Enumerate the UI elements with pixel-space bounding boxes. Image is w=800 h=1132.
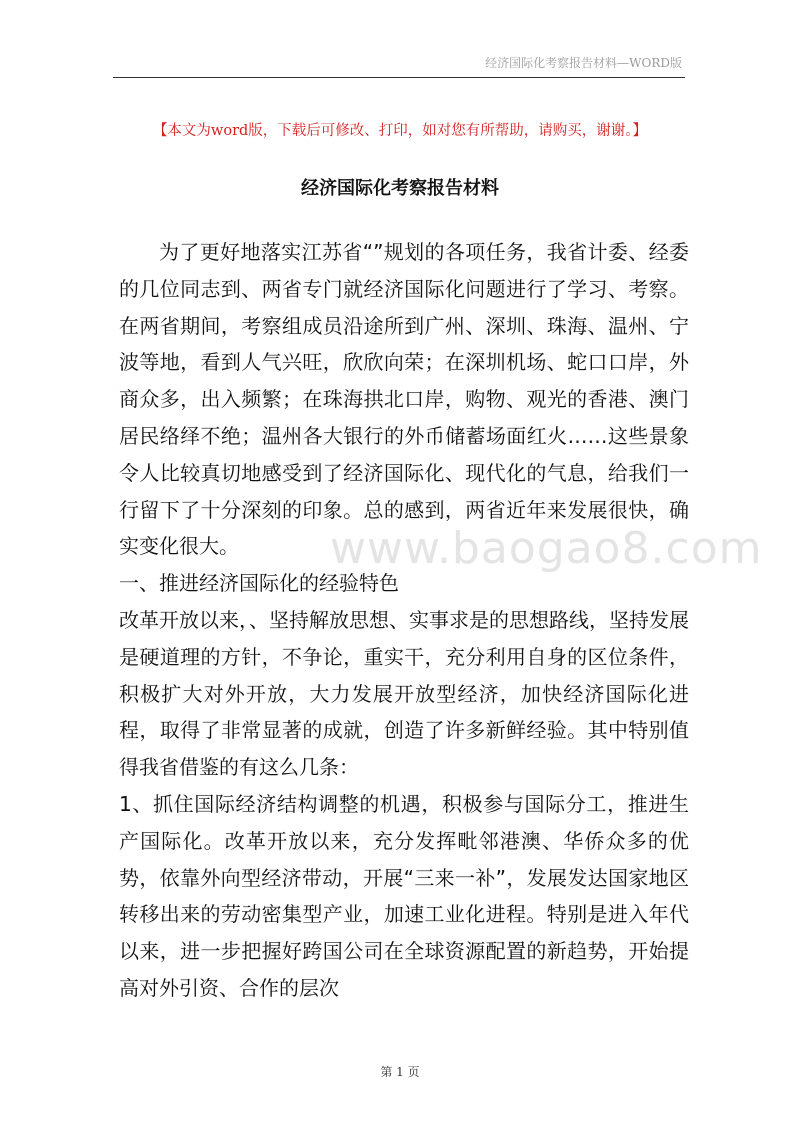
watermark: www.baogao8.com [330, 523, 763, 574]
intro-paragraph: 为了更好地落实江苏省“”规划的各项任务，我省计委、经委的几位同志到、两省专门就经济国际化问题进行了学习、考察。在两省期间，考察组成员沿途所到广州、深圳、珠海、温州、宁波等地，看到人气兴旺，欣欣向荣；在深圳机场、蛇口口岸，外商众多，出入频繁；在珠海拱北口岸，购物、观光的香港、澳门居民络绎不绝；温州各大银行的外币储蓄场面红火……这些景象令人比较真切地感受到了经济国际化、现代化的气息，给我们一行留下了十分深刻的印象。总的感到，两省近年来发展很快，确实变化很大。 [119, 240, 689, 559]
header-divider [113, 77, 685, 78]
document-body [119, 234, 689, 1007]
document-title: 经济国际化考察报告材料 [301, 178, 499, 199]
page-number: 第 1 页 [380, 1065, 420, 1079]
point-paragraph: 1、抓住国际经济结构调整的机遇，积极参与国际分工，推进生产国际化。改革开放以来，充分发挥毗邻港澳、华侨众多的优势，依靠外向型经济带动，开展“三来一补”，发展发达国家地区转移出来的劳动密集型产业，加速工业化进程。特别是进入年代以来，进一步把握好跨国公司在全球资源配置的新趋势，开始提高对外引资、合作的层次 [119, 791, 689, 1000]
section-heading: 一、推进经济国际化的经验特色 [119, 571, 399, 596]
running-header: 经济国际化考察报告材料—WORD版 [485, 56, 682, 70]
purchase-notice: 【本文为word版，下载后可修改、打印，如对您有所帮助，请购买，谢谢。】 [152, 123, 648, 139]
section-paragraph: 改革开放以来，、坚持解放思想、实事求是的思想路线，坚持发展是硬道理的方针，不争论，重实干，充分利用自身的区位条件，积极扩大对外开放，大力发展开放型经济，加快经济国际化进程，取得了非常显著的成就，创造了许多新鲜经验。其中特别值得我省借鉴的有这么几条： [119, 607, 689, 780]
